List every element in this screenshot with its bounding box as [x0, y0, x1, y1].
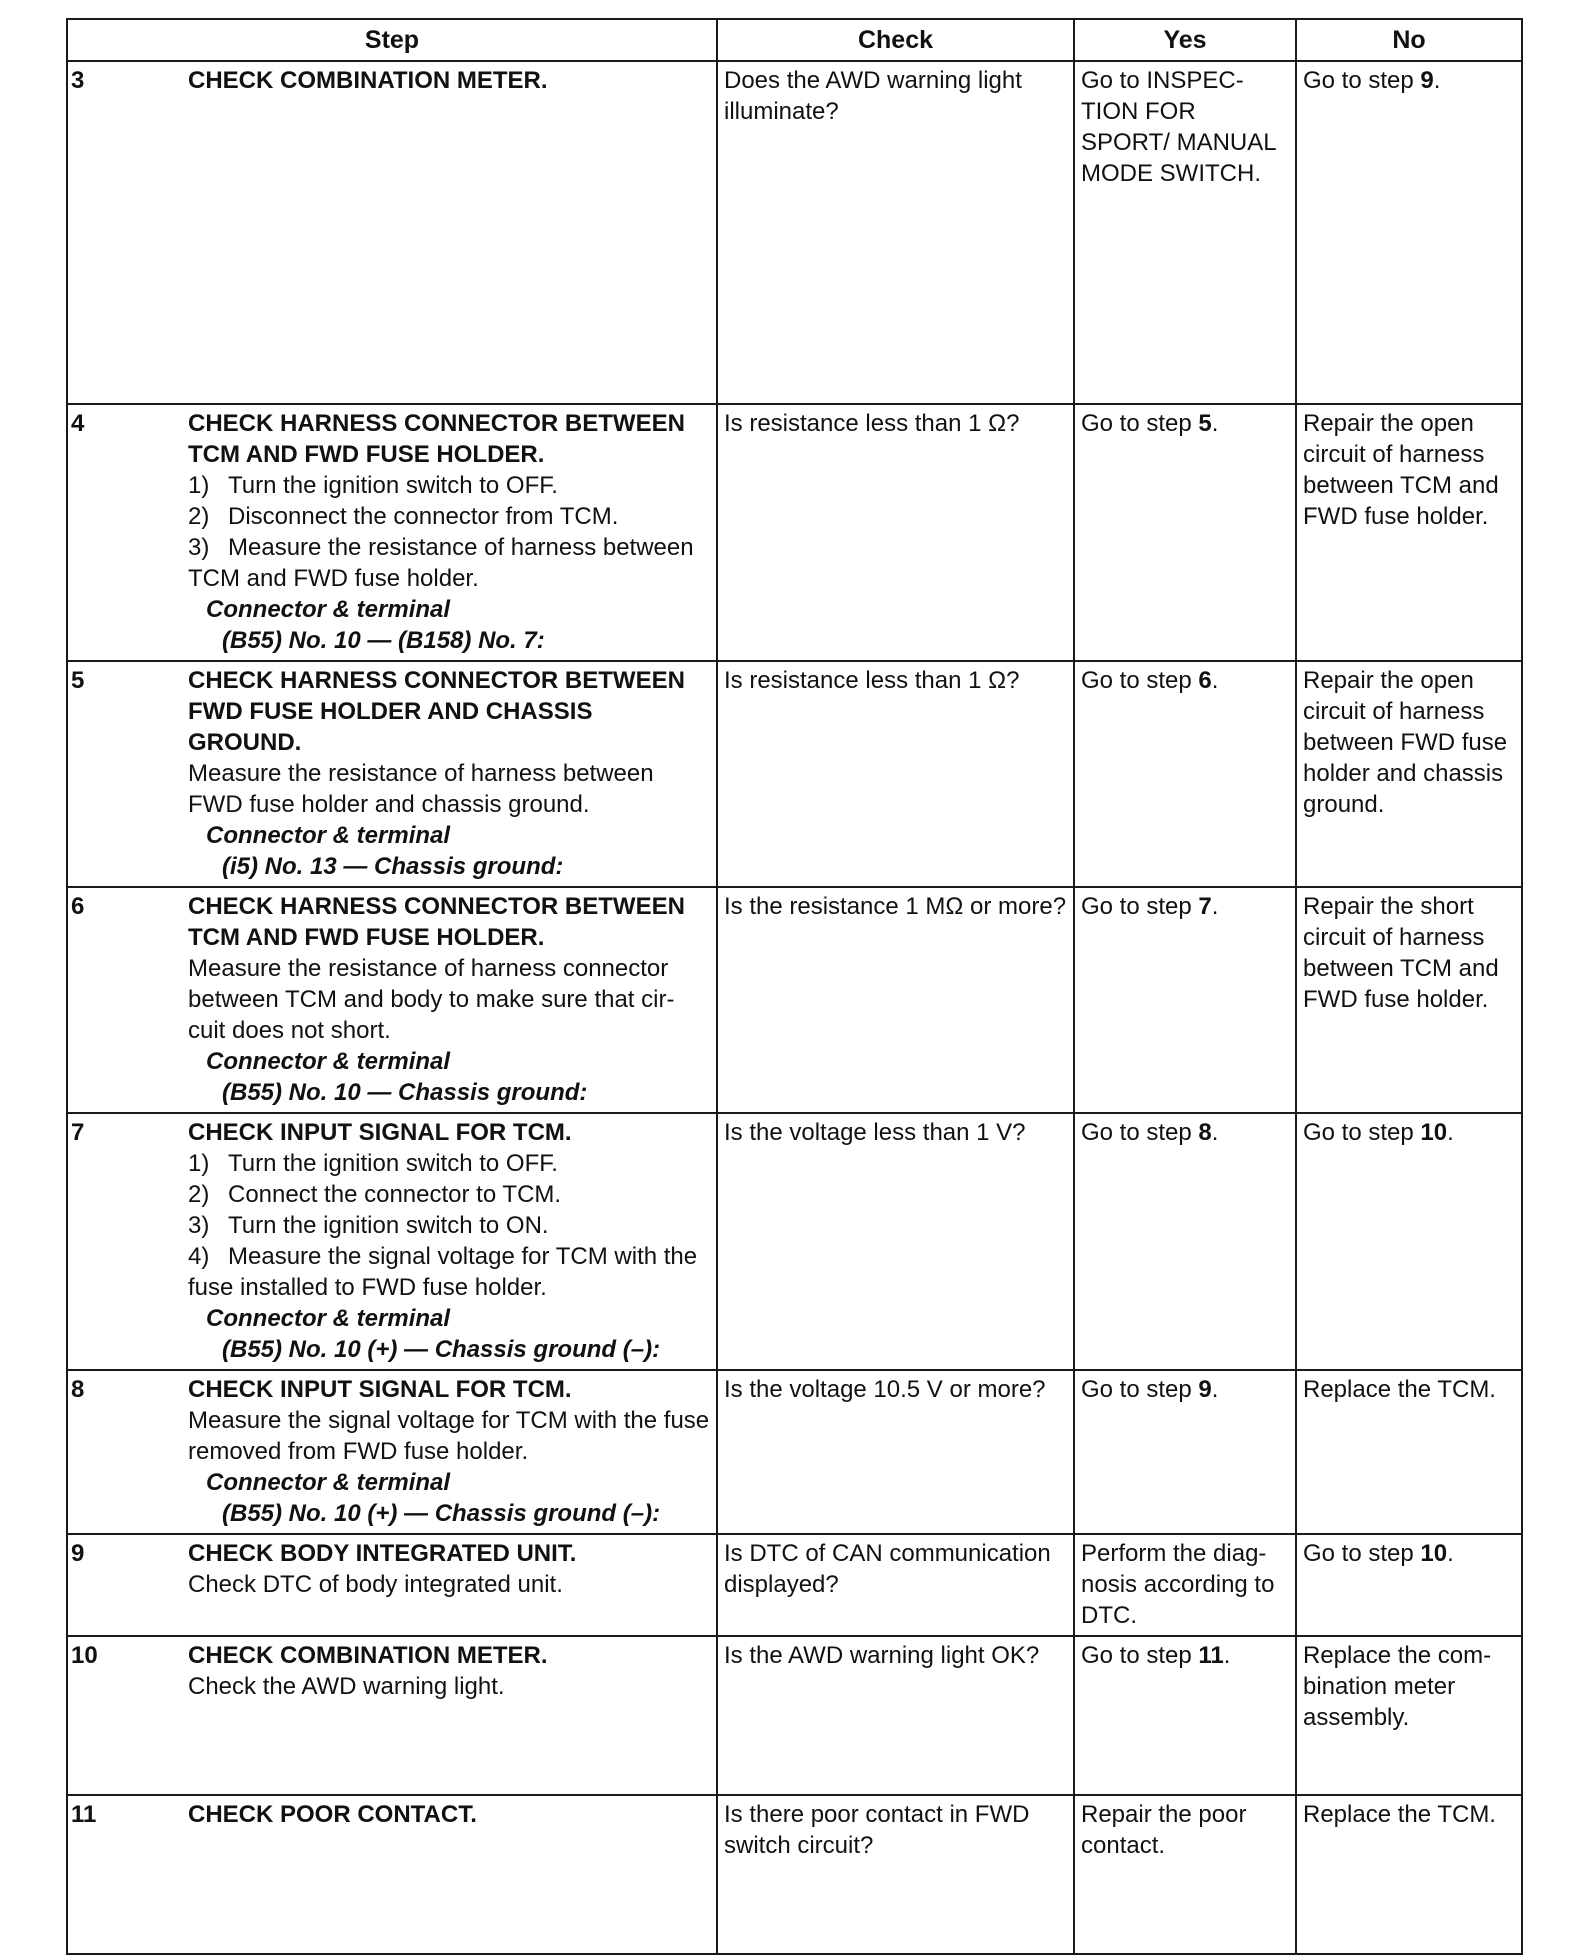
check-cell — [717, 61, 1074, 404]
step-body — [68, 1637, 716, 1706]
check-text: Is the voltage less than 1 V? — [724, 1119, 1026, 1146]
no-cell-text — [1297, 1637, 1521, 1737]
header-no: No — [1296, 19, 1522, 61]
connector-terminal-value: (B55) No. 10 — Chassis ground: — [222, 1079, 588, 1106]
yes-cell-label: Go to step — [1081, 893, 1199, 920]
no-cell — [1296, 1370, 1522, 1534]
instruction-number: 3) — [188, 1212, 210, 1239]
no-cell-text — [1297, 662, 1521, 824]
no-cell-label: Replace the TCM. — [1303, 1376, 1496, 1403]
step-number: 5 — [71, 667, 85, 694]
no-cell-text — [1297, 1114, 1521, 1152]
no-cell-end: . — [1433, 67, 1441, 94]
yes-cell-step-ref: 11 — [1198, 1642, 1224, 1669]
no-cell-label: Go to step — [1303, 1119, 1421, 1146]
instruction-line — [188, 1671, 710, 1702]
table-row — [67, 1636, 1522, 1795]
step-title: CHECK INPUT SIGNAL FOR TCM. — [188, 1376, 572, 1403]
instruction-line — [188, 501, 710, 532]
no-cell-step-ref: 9 — [1420, 67, 1434, 94]
check-cell — [717, 1795, 1074, 1954]
check-cell — [717, 1636, 1074, 1795]
step-title: CHECK COMBINATION METER. — [188, 67, 548, 94]
step-number: 8 — [71, 1376, 85, 1403]
table-row — [67, 404, 1522, 661]
no-cell-text — [1297, 405, 1521, 536]
yes-cell — [1074, 1113, 1296, 1370]
yes-cell-text — [1075, 1796, 1295, 1865]
table-row — [67, 1534, 1522, 1636]
instruction-line — [188, 1148, 710, 1179]
instruction-text: Measure the signal voltage for TCM with the fuse removed from FWD fuse holder. — [188, 1407, 710, 1465]
step-body — [68, 405, 716, 660]
step-title: CHECK HARNESS CONNECTOR BETWEEN TCM AND FWD FUSE HOLDER. — [188, 893, 685, 951]
step-cell — [67, 1795, 717, 1954]
step-cell — [67, 1113, 717, 1370]
instruction-number: 1) — [188, 472, 210, 499]
instruction-line — [188, 1241, 710, 1303]
yes-cell — [1074, 1795, 1296, 1954]
no-cell-text — [1297, 888, 1521, 1019]
instruction-line — [188, 1210, 710, 1241]
yes-cell-step-ref: 5 — [1198, 410, 1212, 437]
yes-cell-label: Go to step — [1081, 1119, 1199, 1146]
check-cell — [717, 887, 1074, 1113]
connector-terminal-value: (B55) No. 10 — (B158) No. 7: — [222, 627, 545, 654]
no-cell-end: . — [1447, 1119, 1454, 1146]
no-cell — [1296, 61, 1522, 404]
check-text: Is the resistance 1 MΩ or more? — [724, 893, 1067, 920]
yes-cell-text — [1075, 888, 1295, 926]
step-title: CHECK BODY INTEGRATED UNIT. — [188, 1540, 577, 1567]
instruction-number: 3) — [188, 534, 210, 561]
step-number: 6 — [71, 893, 85, 920]
no-cell-text — [1297, 1371, 1521, 1409]
no-cell-label: Go to step — [1303, 67, 1421, 94]
step-body — [68, 888, 716, 1112]
connector-terminal-value: (B55) No. 10 (+) — Chassis ground (–): — [222, 1500, 661, 1527]
table-row — [67, 661, 1522, 887]
header-check: Check — [717, 19, 1074, 61]
instruction-text: Turn the ignition switch to ON. — [228, 1212, 549, 1239]
yes-cell-step-ref: 6 — [1198, 667, 1212, 694]
check-text: Is the voltage 10.5 V or more? — [724, 1376, 1046, 1403]
instruction-text: Measure the resistance of harness between FWD fuse holder and chassis ground. — [188, 760, 654, 818]
table-row — [67, 887, 1522, 1113]
check-cell — [717, 1370, 1074, 1534]
no-cell-label: Replace the com-bination meter assembly. — [1303, 1642, 1492, 1731]
instruction-text: Connect the connector to TCM. — [228, 1181, 562, 1208]
check-text: Is resistance less than 1 Ω? — [724, 410, 1020, 437]
instruction-number: 2) — [188, 503, 210, 530]
yes-cell-label: Go to step — [1081, 1642, 1199, 1669]
no-cell-text — [1297, 1796, 1521, 1834]
no-cell — [1296, 661, 1522, 887]
check-text: Is there poor contact in FWD switch circuit? — [724, 1801, 1030, 1859]
instruction-text: Disconnect the connector from TCM. — [228, 503, 619, 530]
no-cell-text — [1297, 1535, 1521, 1573]
yes-cell-label: Go to INSPEC-TION FOR SPORT/ MANUAL MODE SWITCH. — [1081, 67, 1276, 187]
yes-cell-end: . — [1211, 667, 1219, 694]
instruction-text: Check the AWD warning light. — [188, 1673, 505, 1700]
yes-cell — [1074, 1636, 1296, 1795]
yes-cell-label: Repair the poor contact. — [1081, 1801, 1247, 1859]
connector-terminal-value: (i5) No. 13 — Chassis ground: — [222, 853, 564, 880]
instruction-text: Measure the resistance of harness connector between TCM and body to make sure that cir-cuit does not short. — [188, 955, 675, 1044]
table-row — [67, 1795, 1522, 1954]
step-title: CHECK HARNESS CONNECTOR BETWEEN FWD FUSE HOLDER AND CHASSIS GROUND. — [188, 667, 685, 756]
instruction-text: Measure the signal voltage for TCM with the fuse installed to FWD fuse holder. — [188, 1243, 698, 1301]
no-cell-label: Repair the open circuit of harness between FWD fuse holder and chassis ground. — [1303, 667, 1508, 818]
no-cell-label: Replace the TCM. — [1303, 1801, 1496, 1828]
connector-terminal-label: Connector & terminal — [206, 1305, 451, 1332]
step-title: CHECK POOR CONTACT. — [188, 1801, 477, 1828]
diagnostic-table — [66, 18, 1523, 1955]
step-title: CHECK HARNESS CONNECTOR BETWEEN TCM AND FWD FUSE HOLDER. — [188, 410, 685, 468]
no-cell — [1296, 887, 1522, 1113]
yes-cell-step-ref: 8 — [1198, 1119, 1212, 1146]
step-cell — [67, 1370, 717, 1534]
step-body — [68, 1535, 716, 1604]
instruction-line — [188, 758, 710, 820]
check-text: Does the AWD warning light illuminate? — [724, 67, 1022, 125]
table-row — [67, 1113, 1522, 1370]
instruction-line — [188, 532, 710, 594]
table-body — [67, 61, 1522, 1954]
no-cell — [1296, 404, 1522, 661]
no-cell-step-ref: 10 — [1420, 1540, 1448, 1567]
check-text: Is the AWD warning light OK? — [724, 1642, 1040, 1669]
connector-terminal-label: Connector & terminal — [206, 596, 451, 623]
step-title: CHECK COMBINATION METER. — [188, 1642, 548, 1669]
instruction-line — [188, 953, 710, 1046]
step-title: CHECK INPUT SIGNAL FOR TCM. — [188, 1119, 572, 1146]
check-text: Is DTC of CAN communication displayed? — [724, 1540, 1051, 1598]
yes-cell-text — [1075, 1371, 1295, 1409]
no-cell — [1296, 1534, 1522, 1636]
no-cell — [1296, 1795, 1522, 1954]
yes-cell-end: . — [1211, 410, 1219, 437]
no-cell-step-ref: 10 — [1420, 1119, 1448, 1146]
yes-cell-step-ref: 7 — [1198, 893, 1212, 920]
check-cell — [717, 1534, 1074, 1636]
header-step: Step — [67, 19, 717, 61]
yes-cell-text — [1075, 662, 1295, 700]
check-text: Is resistance less than 1 Ω? — [724, 667, 1020, 694]
check-cell — [717, 1113, 1074, 1370]
instruction-number: 4) — [188, 1243, 210, 1270]
yes-cell-end: . — [1211, 1376, 1219, 1403]
step-number: 9 — [71, 1540, 85, 1567]
yes-cell — [1074, 404, 1296, 661]
no-cell-end: . — [1447, 1540, 1454, 1567]
no-cell — [1296, 1636, 1522, 1795]
yes-cell — [1074, 1534, 1296, 1636]
connector-terminal-label: Connector & terminal — [206, 822, 451, 849]
step-number: 11 — [71, 1801, 97, 1828]
yes-cell — [1074, 887, 1296, 1113]
step-cell — [67, 61, 717, 404]
table-row — [67, 1370, 1522, 1534]
check-cell — [717, 404, 1074, 661]
step-cell — [67, 887, 717, 1113]
step-body — [68, 62, 716, 100]
yes-cell-text — [1075, 1637, 1295, 1675]
step-body — [68, 1114, 716, 1369]
step-cell — [67, 404, 717, 661]
header-yes: Yes — [1074, 19, 1296, 61]
no-cell-label: Go to step — [1303, 1540, 1421, 1567]
step-cell — [67, 1636, 717, 1795]
yes-cell-text — [1075, 405, 1295, 443]
step-number: 4 — [71, 410, 85, 437]
yes-cell-text — [1075, 1114, 1295, 1152]
instruction-number: 2) — [188, 1181, 210, 1208]
step-cell — [67, 661, 717, 887]
step-body — [68, 1371, 716, 1533]
instruction-text: Turn the ignition switch to OFF. — [228, 1150, 558, 1177]
instruction-line — [188, 1179, 710, 1210]
yes-cell-label: Go to step — [1081, 410, 1199, 437]
instruction-text: Measure the resistance of harness between TCM and FWD fuse holder. — [188, 534, 694, 592]
step-number: 10 — [71, 1642, 98, 1669]
connector-terminal-value: (B55) No. 10 (+) — Chassis ground (–): — [222, 1336, 661, 1363]
step-cell — [67, 1534, 717, 1636]
step-number: 7 — [71, 1119, 85, 1146]
yes-cell-end: . — [1211, 893, 1219, 920]
table-header-row — [67, 19, 1522, 61]
yes-cell-label: Go to step — [1081, 667, 1199, 694]
step-body — [68, 1796, 716, 1834]
instruction-line — [188, 470, 710, 501]
yes-cell-label: Perform the diag-nosis according to DTC. — [1081, 1540, 1275, 1629]
check-cell — [717, 661, 1074, 887]
step-body — [68, 662, 716, 886]
no-cell-label: Repair the short circuit of harness between TCM and FWD fuse holder. — [1303, 893, 1499, 1013]
table-row — [67, 61, 1522, 404]
yes-cell-step-ref: 9 — [1198, 1376, 1212, 1403]
instruction-line — [188, 1405, 710, 1467]
yes-cell-text — [1075, 1535, 1295, 1635]
no-cell-text — [1297, 62, 1521, 100]
connector-terminal-label: Connector & terminal — [206, 1048, 451, 1075]
connector-terminal-label: Connector & terminal — [206, 1469, 451, 1496]
yes-cell-text — [1075, 62, 1295, 193]
instruction-number: 1) — [188, 1150, 210, 1177]
yes-cell-end: . — [1211, 1119, 1219, 1146]
yes-cell-end: . — [1223, 1642, 1231, 1669]
instruction-line — [188, 1569, 710, 1600]
step-number: 3 — [71, 67, 85, 94]
no-cell-label: Repair the open circuit of harness between TCM and FWD fuse holder. — [1303, 410, 1499, 530]
instruction-text: Check DTC of body integrated unit. — [188, 1571, 563, 1598]
instruction-text: Turn the ignition switch to OFF. — [228, 472, 558, 499]
yes-cell-label: Go to step — [1081, 1376, 1199, 1403]
yes-cell — [1074, 61, 1296, 404]
no-cell — [1296, 1113, 1522, 1370]
yes-cell — [1074, 1370, 1296, 1534]
yes-cell — [1074, 661, 1296, 887]
